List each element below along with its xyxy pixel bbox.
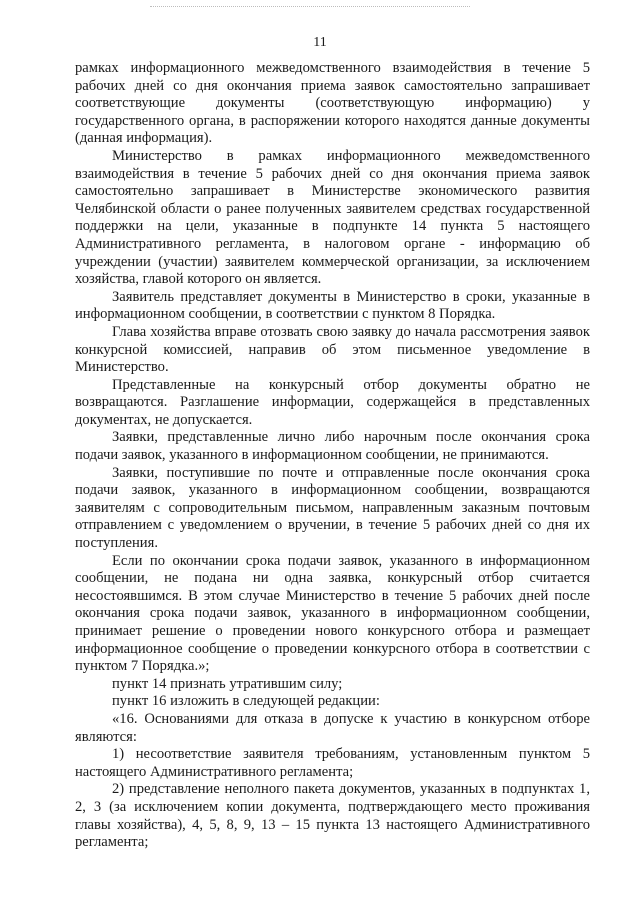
paragraph: Министерство в рамках информационного межведомственного взаимодействия в течение 5 рабочих дней со дня окончания приема заявок самостоятельно запрашивает в Министерстве экономического развития Челябинской области о ранее полученных заявителем средствах государственной поддержки на цели, указанные в подпункте 14 пункта 5 настоящего Административного регламента, в налоговом органе - информацию об учреждении (участии) заявителем коммерческой организации, за исключением хозяйства, главой которого он является.: [75, 147, 590, 288]
paragraph: пункт 16 изложить в следующей редакции:: [112, 693, 380, 710]
paragraph: Представленные на конкурсный отбор документы обратно не возвращаются. Разглашение информации, содержащейся в представленных документах, не допускается.: [75, 376, 590, 428]
paragraph: Заявки, поступившие по почте и отправленные после окончания срока подачи заявок, указанного в информационном сообщении, возвращаются заявителям с сопроводительным письмом, направленным заказным почтовым отправлением с уведомлением о вручении, в течение 5 рабочих дней со дня их поступления.: [75, 464, 590, 552]
paragraph: Глава хозяйства вправе отозвать свою заявку до начала рассмотрения заявок конкурсной комиссией, направив об этом письменное уведомление в Министерство.: [75, 323, 590, 376]
paragraph: Заявки, представленные лично либо нарочным после окончания срока подачи заявок, указанного в информационном сообщении, не принимаются.: [75, 429, 590, 464]
paragraph: «16. Основаниями для отказа в допуске к участию в конкурсном отборе являются:: [75, 710, 590, 745]
scan-artifact: [150, 6, 470, 7]
paragraph: рамках информационного межведомственного взаимодействия в течение 5 рабочих дней со дня окончания приема заявок самостоятельно запрашивает соответствующие документы (соответствующую информацию) у государственного органа, в распоряжении которого находятся данные документы (данная информация).: [75, 60, 590, 147]
paragraph: Заявитель представляет документы в Министерство в сроки, указанные в информационном сообщении, в соответствии с пунктом 8 Порядка.: [75, 288, 590, 323]
paragraph: 1) несоответствие заявителя требованиям, установленным пунктом 5 настоящего Административного регламента;: [75, 746, 590, 780]
document-body: [75, 60, 590, 852]
paragraph: 2) представление неполного пакета документов, указанных в подпунктах 1, 2, 3 (за исключением копии документа, подтверждающего место проживания главы хозяйства), 4, 5, 8, 9, 13 – 15 пункта 13 настоящего Административного регламента;: [75, 781, 590, 851]
page-number: 11: [313, 35, 327, 50]
paragraph: пункт 14 признать утратившим силу;: [112, 675, 343, 692]
paragraph: Если по окончании срока подачи заявок, указанного в информационном сообщении, не подана ни одна заявка, конкурсный отбор считается несостоявшимся. В этом случае Министерство в течение 5 рабочих дней после окончания срока подачи заявок, указанного в информационном сообщении, принимает решение о проведении нового конкурсного отбора и размещает информационное сообщение о проведении конкурсного отбора в соответствии с пунктом 7 Порядка.»;: [75, 552, 590, 675]
